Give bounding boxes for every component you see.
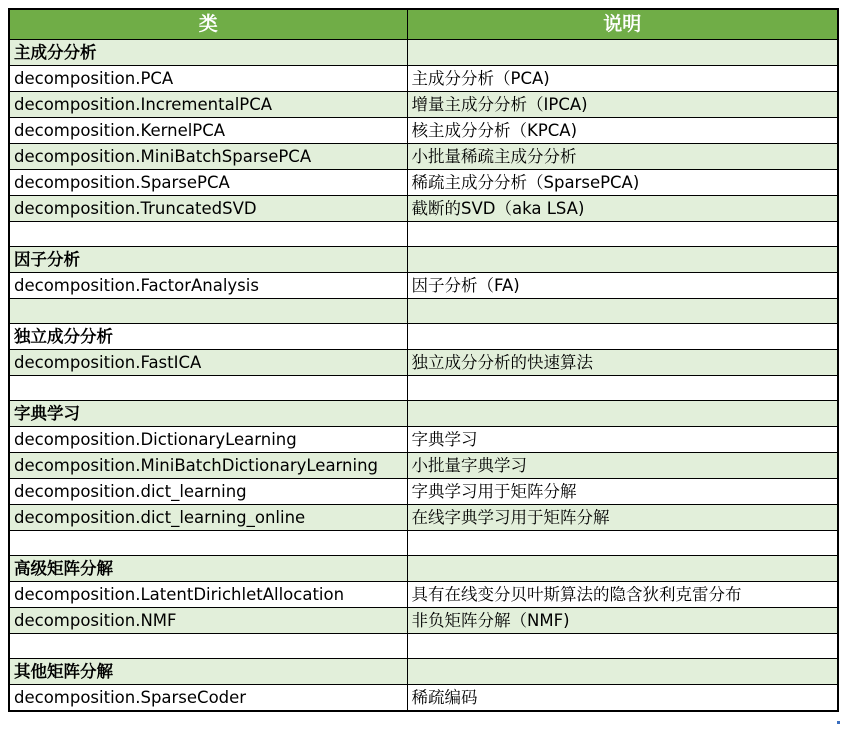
description-cell: 字典学习用于矩阵分解 — [407, 479, 838, 505]
header-category: 类 — [9, 9, 407, 40]
class-name-cell — [9, 376, 407, 401]
class-name-cell: decomposition.NMF — [9, 608, 407, 634]
description-cell: 字典学习 — [407, 427, 838, 453]
section-title: 主成分分析 — [9, 40, 407, 66]
description-cell — [407, 634, 838, 659]
class-name-cell: decomposition.FastICA — [9, 350, 407, 376]
description-cell: 增量主成分分析（IPCA) — [407, 92, 838, 118]
section-title: 独立成分分析 — [9, 324, 407, 350]
class-name-cell: decomposition.KernelPCA — [9, 118, 407, 144]
table-row — [9, 453, 838, 479]
table-row — [9, 118, 838, 144]
class-name-cell — [9, 299, 407, 324]
class-name-cell — [9, 634, 407, 659]
description-cell — [407, 659, 838, 685]
section-header-row — [9, 247, 838, 273]
class-name-cell: decomposition.MiniBatchSparsePCA — [9, 144, 407, 170]
table-row — [9, 582, 838, 608]
description-cell — [407, 376, 838, 401]
table-row — [9, 273, 838, 299]
description-cell — [407, 401, 838, 427]
section-title: 因子分析 — [9, 247, 407, 273]
class-name-cell — [9, 222, 407, 247]
description-cell — [407, 40, 838, 66]
section-header-row — [9, 40, 838, 66]
section-header-row — [9, 659, 838, 685]
blank-row — [9, 634, 838, 659]
table-row — [9, 685, 838, 712]
description-cell: 小批量字典学习 — [407, 453, 838, 479]
table-row — [9, 427, 838, 453]
class-name-cell: decomposition.dict_learning_online — [9, 505, 407, 531]
description-cell — [407, 324, 838, 350]
class-name-cell: decomposition.LatentDirichletAllocation — [9, 582, 407, 608]
description-cell — [407, 556, 838, 582]
description-cell: 小批量稀疏主成分分析 — [407, 144, 838, 170]
blank-row — [9, 531, 838, 556]
class-name-cell: decomposition.SparsePCA — [9, 170, 407, 196]
class-name-cell: decomposition.MiniBatchDictionaryLearning — [9, 453, 407, 479]
description-cell — [407, 247, 838, 273]
table-row — [9, 92, 838, 118]
section-header-row — [9, 401, 838, 427]
blank-row — [9, 299, 838, 324]
class-name-cell: decomposition.SparseCoder — [9, 685, 407, 712]
table-row — [9, 170, 838, 196]
table-row — [9, 505, 838, 531]
description-cell: 具有在线变分贝叶斯算法的隐含狄利克雷分布 — [407, 582, 838, 608]
section-header-row — [9, 324, 838, 350]
table-row — [9, 196, 838, 222]
section-header-row — [9, 556, 838, 582]
table-row — [9, 479, 838, 505]
class-name-cell: decomposition.PCA — [9, 66, 407, 92]
class-name-cell: decomposition.FactorAnalysis — [9, 273, 407, 299]
description-cell: 截断的SVD（aka LSA) — [407, 196, 838, 222]
description-cell: 非负矩阵分解（NMF) — [407, 608, 838, 634]
class-name-cell: decomposition.dict_learning — [9, 479, 407, 505]
table-row — [9, 608, 838, 634]
description-cell: 因子分析（FA) — [407, 273, 838, 299]
section-title: 字典学习 — [9, 401, 407, 427]
description-cell — [407, 531, 838, 556]
class-name-cell: decomposition.TruncatedSVD — [9, 196, 407, 222]
description-cell: 稀疏编码 — [407, 685, 838, 712]
table-row — [9, 350, 838, 376]
description-cell: 独立成分分析的快速算法 — [407, 350, 838, 376]
section-title: 其他矩阵分解 — [9, 659, 407, 685]
blank-row — [9, 222, 838, 247]
table-row — [9, 66, 838, 92]
class-name-cell: decomposition.IncrementalPCA — [9, 92, 407, 118]
sheet-resize-handle — [837, 721, 840, 724]
class-name-cell: decomposition.DictionaryLearning — [9, 427, 407, 453]
blank-row — [9, 376, 838, 401]
description-cell: 主成分分析（PCA) — [407, 66, 838, 92]
table-row — [9, 144, 838, 170]
decomposition-table — [8, 8, 839, 712]
description-cell — [407, 222, 838, 247]
section-title: 高级矩阵分解 — [9, 556, 407, 582]
table-header-row — [9, 9, 838, 40]
description-cell: 稀疏主成分分析（SparsePCA) — [407, 170, 838, 196]
table-body — [9, 40, 838, 712]
header-description: 说明 — [407, 9, 838, 40]
description-cell: 在线字典学习用于矩阵分解 — [407, 505, 838, 531]
class-name-cell — [9, 531, 407, 556]
description-cell: 核主成分分析（KPCA) — [407, 118, 838, 144]
description-cell — [407, 299, 838, 324]
